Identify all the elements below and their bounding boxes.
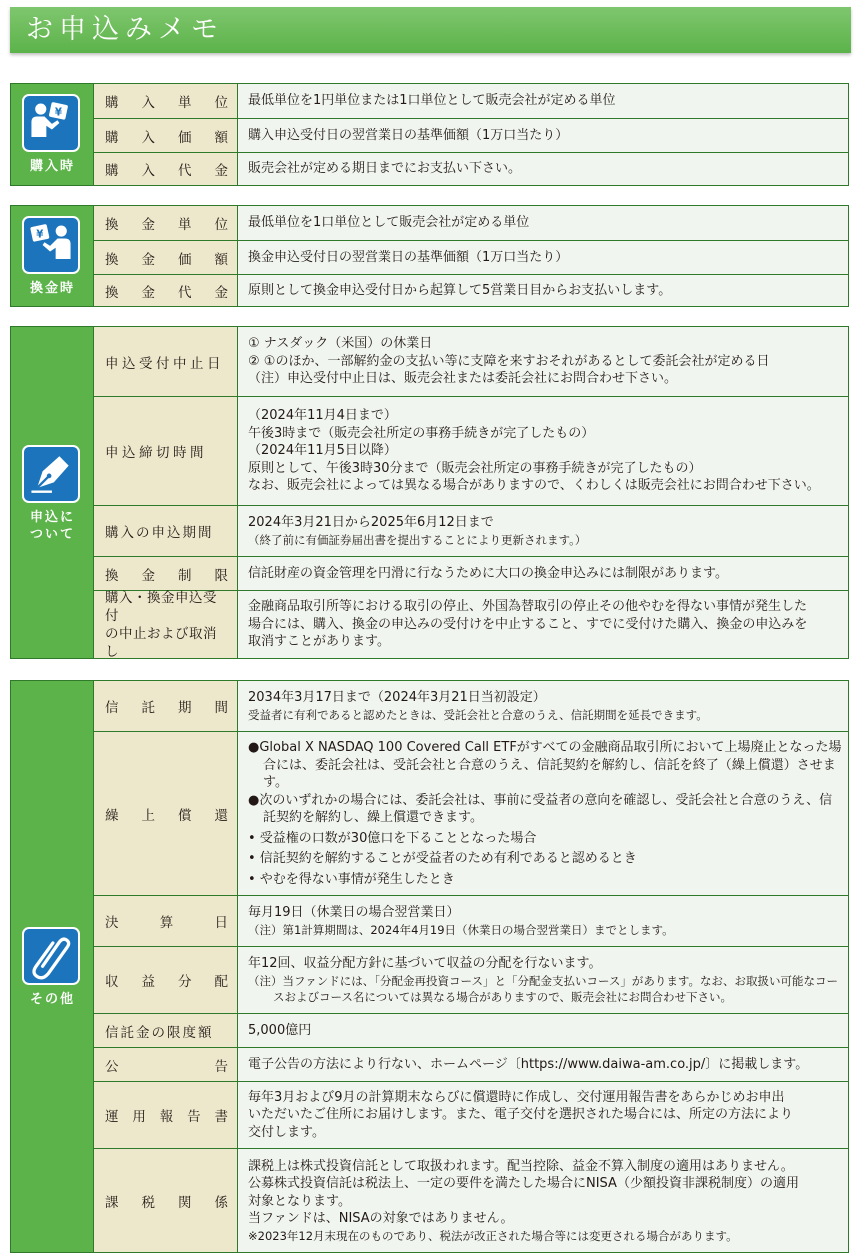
table-row xyxy=(94,556,848,590)
text-line: 2024年3月21日から2025年6月12日まで xyxy=(248,515,494,531)
table-row xyxy=(94,946,848,1013)
sub-bullet: • やむを得ない事情が発生したとき xyxy=(248,871,455,887)
row-value: 最低単位を1円単位または1口単位として販売会社が定める単位 xyxy=(238,84,848,118)
row-value xyxy=(238,732,848,895)
table-row xyxy=(94,84,848,118)
sub-bullet: • 受益権の口数が30億口を下ることとなった場合 xyxy=(248,830,537,846)
row-label: 収 益 分 配 xyxy=(94,947,238,1013)
row-value: 原則として換金申込受付日から起算して5営業日目からお支払いします。 xyxy=(238,275,848,306)
row-value: 最低単位を1口単位として販売会社が定める単位 xyxy=(238,206,848,240)
paperclip-icon xyxy=(22,927,80,985)
text-line: （注）申込受付中止日は、販売会社または委託会社にお問合わせ下さい。 xyxy=(248,371,678,387)
row-label: 繰 上 償 還 xyxy=(94,732,238,895)
text-line: いただいたご住所にお届けします。また、電子交付を選択された場合には、所定の方法により xyxy=(248,1107,793,1123)
row-label: 換 金 単 位 xyxy=(94,206,238,240)
row-label-line: の中止および取消し xyxy=(105,625,217,660)
text-line: （2024年11月5日以降） xyxy=(248,443,397,459)
others-section xyxy=(10,680,849,1253)
svg-text:¥: ¥ xyxy=(54,106,63,119)
text-line: 場合には、購入、換金の申込みの受付けを中止すること、すでに受付けた購入、換金の申込みを xyxy=(248,616,808,632)
row-label xyxy=(94,591,238,658)
text-line: なお、販売会社によっては異なる場合がありますので、くわしくは販売会社にお問合わせ下さい。 xyxy=(248,478,820,494)
page-title-banner xyxy=(10,7,851,53)
others-side xyxy=(11,681,94,1252)
row-label-line: 購入・換金申込受付 xyxy=(105,589,217,624)
application-side-label-1: 申込に xyxy=(29,510,75,525)
row-value xyxy=(238,1149,848,1252)
row-label: 公 告 xyxy=(94,1048,238,1081)
text-line: 公募株式投資信託は税法上、一定の要件を満たした場合にNISA（少額投資非課税制度）の適用 xyxy=(248,1176,799,1191)
row-value xyxy=(238,506,848,556)
table-row xyxy=(94,895,848,946)
row-label: 購入の申込期間 xyxy=(94,506,238,556)
row-label: 換 金 価 額 xyxy=(94,241,238,274)
row-label: 換 金 制 限 xyxy=(94,557,238,590)
row-value: 購入申込受付日の翌営業日の基準価額（1万口当たり） xyxy=(238,119,848,152)
purchase-side xyxy=(11,84,94,185)
row-label: 購 入 単 位 xyxy=(94,84,238,118)
text-line: 金融商品取引所等における取引の停止、外国為替取引の停止その他やむを得ない事情が発生した xyxy=(248,599,808,615)
row-value: 信託財産の資金管理を円滑に行なうために大口の換金申込みには制限があります。 xyxy=(238,557,848,590)
note-line: （注）当ファンドには、「分配金再投資コース」と「分配金支払いコース」があります。なお、お取扱い可能なコースおよびコース名については異なる場合がありますので、販売会社にお問合わせ下さい。 xyxy=(248,973,838,1004)
row-label: 換 金 代 金 xyxy=(94,275,238,306)
row-value: 換金申込受付日の翌営業日の基準価額（1万口当たり） xyxy=(238,241,848,274)
row-value xyxy=(238,1082,848,1148)
pen-nib-icon xyxy=(22,445,80,503)
row-value xyxy=(238,896,848,946)
redemption-section xyxy=(10,205,849,307)
row-value: 5,000億円 xyxy=(238,1014,848,1047)
text-line: 年12回、収益分配方針に基づいて収益の分配を行ないます。 xyxy=(248,956,602,972)
table-row xyxy=(94,118,848,152)
text-line: 毎年3月および9月の計算期末ならびに償還時に作成し、交付運用報告書をあらかじめお申出 xyxy=(248,1089,785,1105)
note-line: ※2023年12月末現在のものであり、税法が改正された場合等には変更される場合があります。 xyxy=(248,1228,738,1243)
text-line: ① ナスダック（米国）の休業日 xyxy=(248,336,433,352)
text-line: ② ①のほか、一部解約金の支払い等に支障を来すおそれがあるとして委託会社が定める日 xyxy=(248,353,770,369)
purchase-side-label: 購入時 xyxy=(29,159,75,174)
application-side xyxy=(11,327,94,658)
table-row xyxy=(94,206,848,240)
table-row xyxy=(94,590,848,658)
row-label: 購 入 価 額 xyxy=(94,119,238,152)
table-row xyxy=(94,240,848,274)
note-line: 受益者に有利であると認めたときは、受託会社と合意のうえ、信託期間を延長できます。 xyxy=(248,707,708,722)
row-label: 信 託 期 間 xyxy=(94,681,238,731)
table-row xyxy=(94,681,848,731)
application-side-label-2: ついて xyxy=(29,527,75,542)
text-line: 取消すことがあります。 xyxy=(248,634,390,650)
bullet-text: ●Global X NASDAQ 100 Covered Call ETFがすべての金融商品取引所において上場廃止となった場合には、委託会社は、受託会社と合意のうえ、信託契約を解約し、信託を終了（繰上償還）させます。 xyxy=(248,740,842,790)
page-title: お申込みメモ xyxy=(26,14,224,45)
table-row xyxy=(94,1148,848,1252)
row-label: 課 税 関 係 xyxy=(94,1149,238,1252)
row-label: 購 入 代 金 xyxy=(94,153,238,185)
application-section xyxy=(10,326,849,659)
text-line: 交付します。 xyxy=(248,1124,325,1140)
row-value xyxy=(238,397,848,505)
text-line: 原則として、午後3時30分まで（販売会社所定の事務手続きが完了したもの） xyxy=(248,460,702,476)
note-line: （終了前に有価証券届出書を提出することにより更新されます。） xyxy=(248,532,587,547)
table-row xyxy=(94,1013,848,1047)
text-line: （2024年11月4日まで） xyxy=(248,408,397,424)
redemption-side xyxy=(11,206,94,306)
text-line: 当ファンドは、NISAの対象ではありません。 xyxy=(248,1211,514,1226)
table-row xyxy=(94,1081,848,1148)
table-row xyxy=(94,152,848,185)
yen-return-icon xyxy=(22,216,80,274)
row-value xyxy=(238,591,848,658)
table-row xyxy=(94,505,848,556)
text-line: 毎月19日（休業日の場合翌営業日） xyxy=(248,905,460,921)
row-value: 電子公告の方法により行ない、ホームページ〔https://www.daiwa-am.co.jp/〕に掲載します。 xyxy=(238,1048,848,1081)
others-side-label: その他 xyxy=(29,992,75,1007)
row-label: 運 用 報 告 書 xyxy=(94,1082,238,1148)
table-row xyxy=(94,396,848,505)
row-value xyxy=(238,947,848,1013)
bullet-text: ●次のいずれかの場合には、委託会社は、事前に受益者の意向を確認し、受託会社と合意のうえ、信託契約を解約し、繰上償還できます。 xyxy=(248,792,833,825)
table-row xyxy=(94,274,848,306)
text-line: 2034年3月17日まで（2024年3月21日当初設定） xyxy=(248,690,546,706)
yen-hand-icon xyxy=(22,94,80,152)
redemption-side-label: 換金時 xyxy=(29,281,75,296)
purchase-section xyxy=(10,83,849,186)
svg-text:¥: ¥ xyxy=(36,228,44,241)
note-line: （注）第1計算期間は、2024年4月19日（休業日の場合翌営業日）までとします。 xyxy=(248,922,674,937)
row-label: 信託金の限度額 xyxy=(94,1014,238,1047)
table-row xyxy=(94,731,848,895)
sub-bullet: • 信託契約を解約することが受益者のため有利であると認めるとき xyxy=(248,851,637,866)
row-label: 申込受付中止日 xyxy=(94,327,238,396)
table-row xyxy=(94,327,848,396)
row-value: 販売会社が定める期日までにお支払い下さい。 xyxy=(238,153,848,185)
table-row xyxy=(94,1047,848,1081)
row-label: 申込締切時間 xyxy=(94,397,238,505)
text-line: 課税上は株式投資信託として取扱われます。配当控除、益金不算入制度の適用はありません。 xyxy=(248,1158,794,1174)
row-value xyxy=(238,327,848,396)
text-line: 午後3時まで（販売会社所定の事務手続きが完了したもの） xyxy=(248,425,595,441)
row-value xyxy=(238,681,848,731)
row-label: 決 算 日 xyxy=(94,896,238,946)
text-line: 対象となります。 xyxy=(248,1193,351,1209)
